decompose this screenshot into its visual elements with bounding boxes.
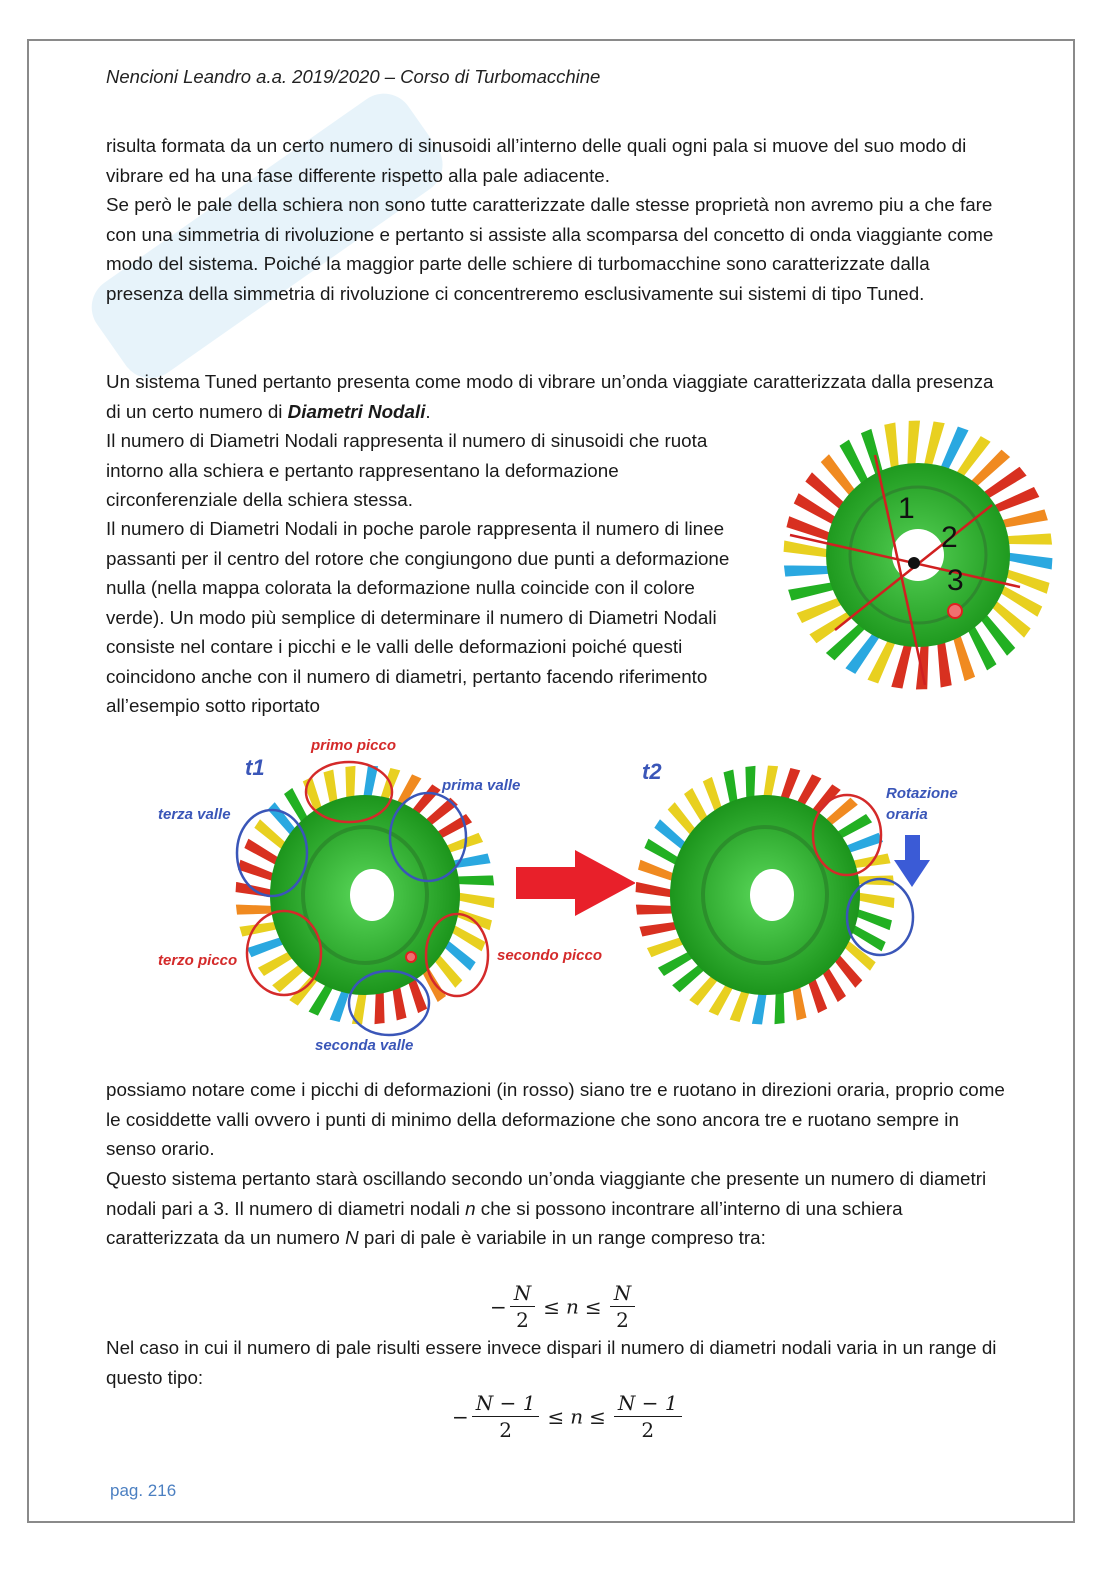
reference-marker: [948, 604, 962, 618]
eq2-frac-left: [472, 1390, 540, 1443]
rotor-t1-bore: [350, 869, 394, 921]
paragraph-8: Nel caso in cui il numero di pale risulti essere invece dispari il numero di diametri nodali varia in un range di questo tipo:: [106, 1337, 997, 1388]
eq1-frac-right: [610, 1280, 636, 1333]
eq1-den-left: 2: [516, 1308, 529, 1332]
eq1-frac-left: [510, 1280, 536, 1333]
eq1-var: n: [566, 1294, 579, 1319]
eq1-num-right: N: [610, 1280, 636, 1307]
eq2-le-2: ≤: [589, 1404, 606, 1429]
paragraph-3-end: .: [425, 400, 431, 422]
time-arrow: [516, 850, 636, 916]
eq2-num-right: N − 1: [614, 1390, 682, 1417]
eq1-minus: −: [490, 1294, 507, 1319]
diameter-label-1: 1: [898, 492, 915, 525]
eq2-minus: −: [452, 1404, 469, 1429]
eq2-le-1: ≤: [547, 1404, 565, 1429]
diameter-label-3: 3: [947, 564, 964, 597]
eq1-num-left: N: [510, 1280, 536, 1307]
paragraph-2: Se però le pale della schiera non sono tutte caratterizzate dalle stesse proprietà non avremo piu a che fare con una simmetria di rivoluzione e pertanto si assiste alla scomparsa del concetto di onda viaggiante come modo del sistema. Poiché la maggior parte delle schiere di turbomacchine sono caratterizzate dalla presenza della simmetria di rivoluzione ci concentreremo esclusivamente sui sistemi di tipo Tuned.: [106, 194, 994, 304]
label-oraria: oraria: [886, 806, 928, 823]
paragraph-7: [106, 1164, 1011, 1253]
paragraph-3-text: Un sistema Tuned pertanto presenta come modo di vibrare un’onda viaggiate caratterizzata dalla presenza di un certo numero di: [106, 371, 994, 422]
label-prima-valle: prima valle: [442, 777, 521, 794]
traveling-wave-drawing: [150, 735, 970, 1065]
rotor-nodal-diameters-figure: [780, 415, 1060, 700]
rotor-center: [908, 557, 920, 569]
equation-even: [490, 1280, 637, 1333]
eq2-den-right: 2: [641, 1418, 655, 1442]
eq2-num-left: N − 1: [472, 1390, 540, 1417]
rotation-arrow: [894, 835, 930, 887]
traveling-wave-figure: [150, 735, 970, 1065]
page-number: pag. 216: [110, 1481, 177, 1500]
eq1-le-1: ≤: [543, 1294, 561, 1319]
eq2-var: n: [570, 1404, 584, 1429]
equation-odd: [452, 1390, 684, 1443]
label-terzo-picco: terzo picco: [158, 952, 238, 969]
eq1-den-right: 2: [616, 1308, 629, 1332]
paragraph-5: Il numero di Diametri Nodali in poche parole rappresenta il numero di linee passanti per il centro del rotore che congiungono due punti a deformazione nulla (nella mappa colorata la deformazione nulla coincide con il colore verde). Un modo più semplice di determinare il numero di Diametri Nodali consiste nel contare i picchi e le valli delle deformazioni poiché questi coincidono anche con il numero di diametri, pertanto facendo riferimento all’esempio sotto riportato: [106, 518, 730, 716]
diameter-label-2: 2: [941, 521, 958, 554]
paragraph-6: possiamo notare come i picchi di deformazioni (in rosso) siano tre e ruotano in direzioni oraria, proprio come le cosiddette valli ovvero i punti di minimo della deformazione che sono ancora tre e ruotano sempre in senso orario.: [106, 1079, 1005, 1159]
label-seconda-valle: seconda valle: [315, 1037, 414, 1054]
label-terza-valle: terza valle: [158, 806, 231, 823]
symbol-n: n: [465, 1197, 476, 1219]
eq1-le-2: ≤: [584, 1294, 602, 1319]
label-rotazione: Rotazione: [886, 785, 958, 802]
eq2-frac-right: [614, 1390, 682, 1443]
label-t2: t2: [642, 759, 662, 784]
paragraph-4: Il numero di Diametri Nodali rappresenta il numero di sinusoidi che ruota intorno alla schiera e pertanto rappresentano la deformazione circonferenziale della schiera stessa.: [106, 430, 708, 510]
page-header: Nencioni Leandro a.a. 2019/2020 – Corso di Turbomacchine: [106, 66, 601, 87]
marker-t1: [406, 952, 416, 962]
label-primo-picco: primo picco: [311, 737, 397, 754]
label-t1: t1: [245, 755, 265, 780]
label-secondo-picco: secondo picco: [497, 947, 603, 964]
symbol-N: N: [345, 1227, 359, 1248]
paragraph-7-text-b: che si possono incontrare all’interno di una schiera caratterizzata da un numero: [106, 1197, 903, 1248]
paragraph-7-text-a: Questo sistema pertanto starà oscillando secondo un’onda viaggiante che presente un numero di diametri nodali pari a 3. Il numero di diametri nodali: [106, 1168, 987, 1219]
rotor-t2-bore: [750, 869, 794, 921]
paragraph-1: risulta formata da un certo numero di sinusoidi all’interno delle quali ogni pala si muove del suo modo di vibrare ed ha una fase differente rispetto alla pale adiacente.: [106, 135, 967, 186]
diametri-nodali-term: Diametri Nodali: [287, 400, 426, 422]
eq2-den-left: 2: [499, 1418, 512, 1442]
paragraph-7-text-c: pari di pale è variabile in un range compreso tra:: [358, 1227, 766, 1248]
